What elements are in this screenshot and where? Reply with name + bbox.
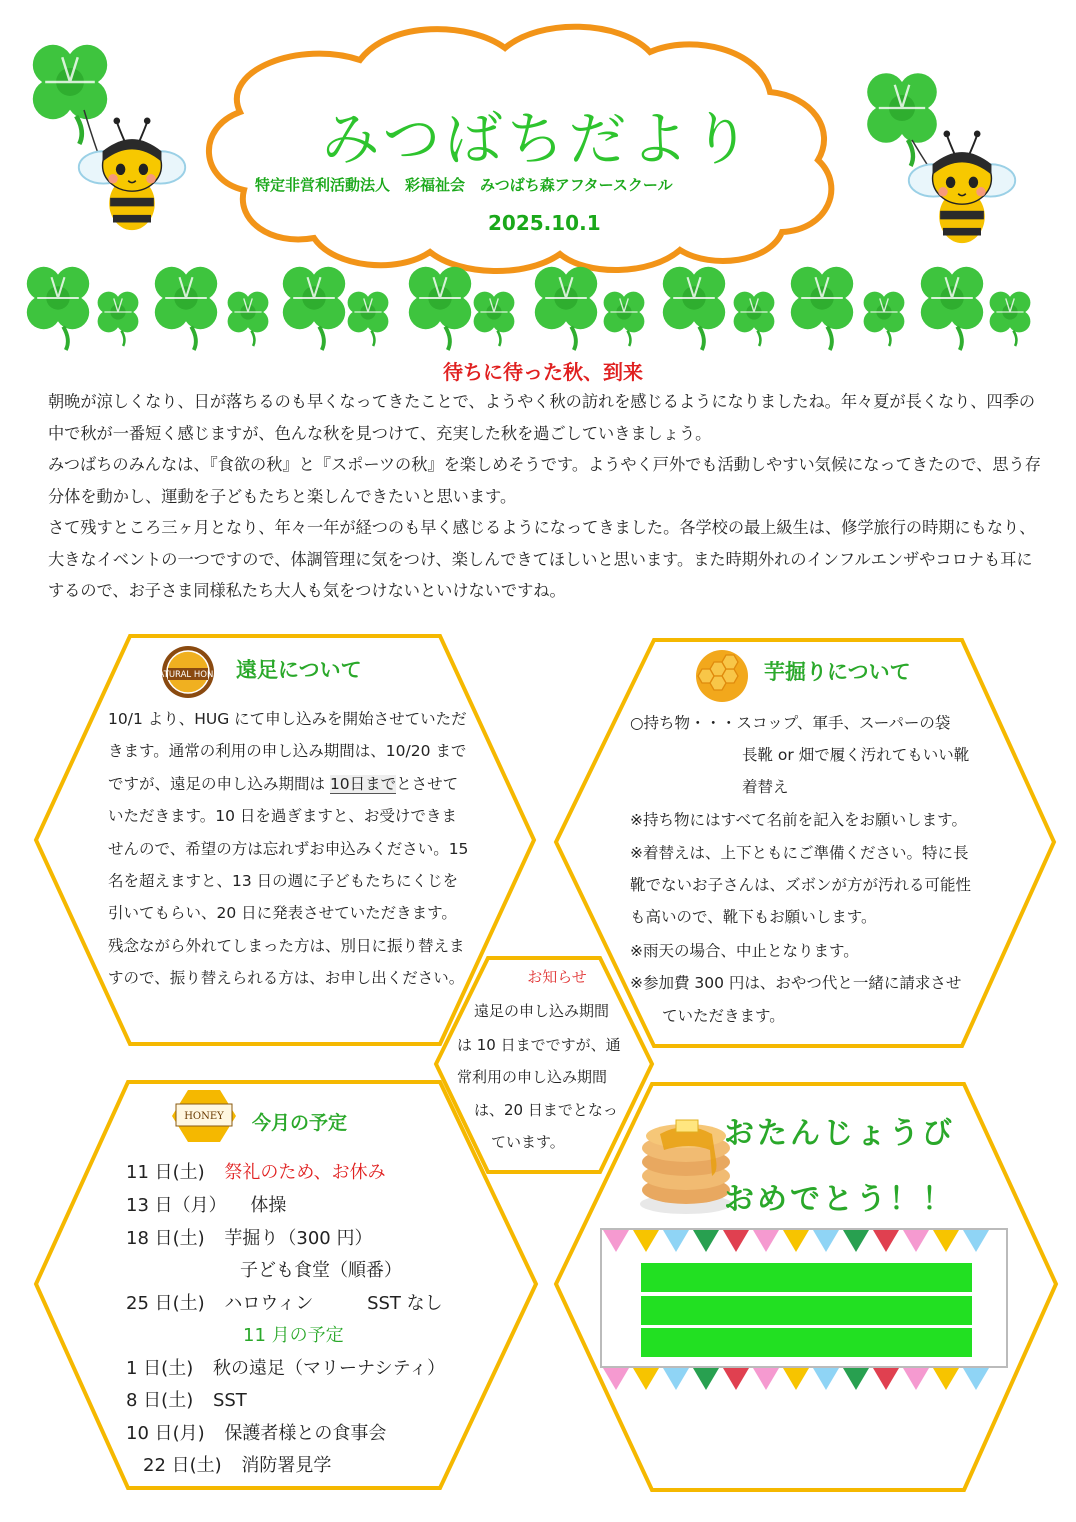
next-schedule-item bbox=[126, 1386, 247, 1412]
intro-heading: 待ちに待った秋、到来 bbox=[443, 360, 643, 384]
notice-line: 遠足の申し込み期間 bbox=[474, 1002, 610, 1020]
birthday-name-bar bbox=[641, 1328, 972, 1357]
clover-border bbox=[27, 267, 1031, 350]
imohori-line: ○持ち物・・・スコップ、軍手、スーパーの袋 bbox=[630, 714, 951, 732]
imohori-line: 長靴 or 畑で履く汚れてもいい靴 bbox=[742, 746, 970, 764]
imohori-line: ていただきます。 bbox=[662, 1007, 785, 1025]
schedule-date: 1 日(土) bbox=[126, 1358, 194, 1379]
newsletter-title: みつばちだより bbox=[321, 105, 755, 173]
schedule-extra: SST なし bbox=[367, 1293, 443, 1314]
next-schedule-item bbox=[126, 1354, 445, 1380]
schedule-item bbox=[126, 1224, 372, 1250]
honeycomb-icon bbox=[696, 650, 748, 702]
schedule-date: 8 日(土) bbox=[126, 1390, 194, 1411]
intro-paragraph: 朝晩が涼しくなり、日が落ちるのも早くなってきたことで、ようやく秋の訪れを感じるようになりましたね。年々夏が長くなり、四季の中で秋が一番短く感じますが、色んな秋を見つけて、充実した秋を過ごしていきましょう。 bbox=[48, 392, 1036, 443]
imohori-line: 靴でないお子さんは、ズボンが方が汚れる可能性 bbox=[630, 876, 972, 894]
honey-badge-text: NATURAL HONEY bbox=[152, 670, 224, 680]
organization-name: 特定非営利活動法人 彩福祉会 みつばち森アフタースクール bbox=[255, 176, 673, 194]
schedule-text: 体操 bbox=[250, 1195, 287, 1216]
imohori-title: 芋掘りについて bbox=[764, 660, 911, 684]
birthday-heading-line1: おたんじょうび bbox=[724, 1116, 955, 1151]
honey-label-text: HONEY bbox=[184, 1111, 224, 1122]
imohori-line: 着替え bbox=[742, 778, 789, 796]
notice-line: は、20 日までとなっ bbox=[474, 1101, 618, 1119]
bunting-bottom bbox=[603, 1368, 989, 1390]
intro-body bbox=[48, 386, 1042, 607]
schedule-date: 22 日(土) bbox=[143, 1455, 222, 1476]
imohori-line: ※参加費 300 円は、おやつ代と一緒に請求させ bbox=[630, 974, 962, 992]
excursion-text: とさせていただきます。10 日を過ぎますと、お受けできませんので、希望の方は忘れずお申込みください。15 名を超えますと、13 日の週に子どもたちにくじを引いてもらい、20 日に発表させていただきます。残念ながら外れてしまった方は、別日に振り替えますので、振り替えられる方は、お申し出ください。 bbox=[108, 774, 469, 988]
schedule-item bbox=[126, 1191, 286, 1217]
imohori-line: ※雨天の場合、中止となります。 bbox=[630, 942, 859, 960]
schedule-text: 芋掘り（300 円） bbox=[224, 1228, 373, 1249]
pancake-icon bbox=[640, 1120, 732, 1214]
notice-line: は 10 日までですが、通 bbox=[457, 1036, 621, 1054]
birthday-name-bar bbox=[641, 1263, 972, 1292]
schedule-item bbox=[240, 1256, 402, 1282]
imohori-line: ※着替えは、上下ともにご準備ください。特に長 bbox=[630, 844, 969, 862]
schedule-date: 18 日(土) bbox=[126, 1228, 205, 1249]
schedule-item bbox=[126, 1158, 386, 1184]
imohori-line: ※持ち物にはすべて名前を記入をお願いします。 bbox=[630, 811, 967, 829]
next-schedule-item bbox=[143, 1451, 331, 1477]
schedule-date: 11 日(土) bbox=[126, 1162, 205, 1183]
schedule-text: 祭礼のため、お休み bbox=[224, 1162, 386, 1183]
schedule-title: 今月の予定 bbox=[252, 1112, 348, 1134]
imohori-line: も高いので、靴下もお願いします。 bbox=[630, 908, 877, 926]
excursion-deadline-highlight: 10日まで bbox=[329, 774, 397, 793]
schedule-text: 保護者様との食事会 bbox=[224, 1423, 387, 1444]
excursion-title: 遠足について bbox=[236, 658, 362, 682]
schedule-date: 10 日(月) bbox=[126, 1423, 205, 1444]
schedule-date: 13 日（月） bbox=[126, 1195, 227, 1216]
schedule-text: 消防署見学 bbox=[241, 1455, 332, 1476]
birthday-name-bar bbox=[641, 1296, 972, 1325]
issue-date: 2025.10.1 bbox=[488, 211, 601, 235]
excursion-body bbox=[108, 703, 470, 995]
schedule-text: SST bbox=[212, 1390, 247, 1411]
schedule-date: 25 日(土) bbox=[126, 1293, 205, 1314]
schedule-text: 子ども食堂（順番） bbox=[240, 1260, 402, 1281]
schedule-text: ハロウィン bbox=[224, 1293, 314, 1314]
bunting-top bbox=[603, 1230, 989, 1252]
notice-title: お知らせ bbox=[527, 968, 587, 986]
next-schedule-item bbox=[126, 1419, 386, 1445]
intro-paragraph: みつばちのみんなは、『食欲の秋』と『スポーツの秋』を楽しめそうです。ようやく戸外でも活動しやすい気候になってきたので、思う存分体を動かし、運動を子どもたちと楽しんできたいと思います。 bbox=[48, 455, 1041, 506]
notice-line: ています。 bbox=[491, 1133, 565, 1151]
schedule-text: 秋の遠足（マリーナシティ） bbox=[212, 1358, 446, 1379]
birthday-heading-line2: おめでとう！！ bbox=[724, 1182, 955, 1217]
schedule-item bbox=[126, 1289, 443, 1315]
intro-paragraph: さて残すところ三ヶ月となり、年々一年が経つのも早く感じるようになってきました。各学校の最上級生は、修学旅行の時期にもなり、大きなイベントの一つですので、体調管理に気をつけ、楽しんできてほしいと思います。また時期外れのインフルエンザやコロナも耳にするので、お子さま同様私たち大人も気をつけないといけないですね。 bbox=[48, 518, 1036, 600]
next-month-title: 11 月の予定 bbox=[243, 1325, 344, 1346]
notice-line: 常利用の申し込み期間 bbox=[457, 1068, 608, 1086]
excursion-text: 10/1 より、HUG にて申し込みを開始させていただきます。通常の利用の申し込み期間は、10/20 までですが、遠足の申し込み期間は bbox=[108, 710, 467, 793]
